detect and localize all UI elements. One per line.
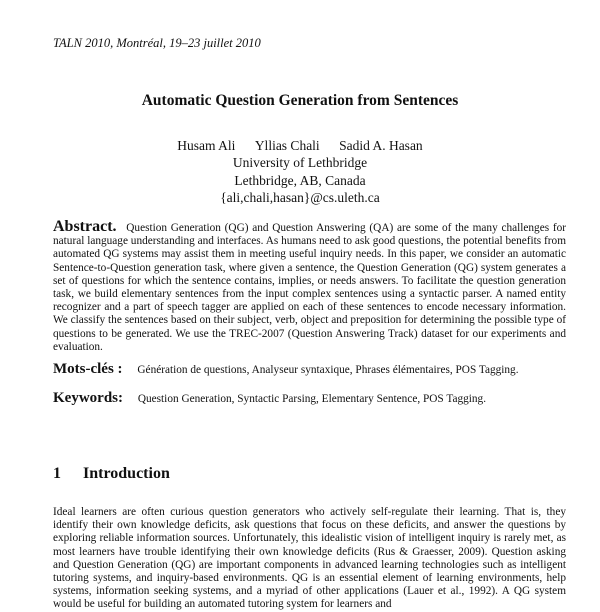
keywords-text: Question Generation, Syntactic Parsing, Elementary Sentence, POS Tagging. (137, 393, 487, 406)
mots-cles-text: Génération de questions, Analyseur syntaxique, Phrases élémentaires, POS Tagging. (137, 364, 519, 377)
running-header: TALN 2010, Montréal, 19–23 juillet 2010 (53, 36, 261, 50)
email: {ali,chali,hasan}@cs.uleth.ca (220, 189, 380, 205)
keywords (53, 389, 566, 408)
body-column (53, 220, 566, 612)
author-names (0, 137, 600, 154)
mots-cles-label: Mots-clés : (53, 361, 123, 378)
intro-paragraph: Ideal learners are often curious question generators who actively self-regulate their learning. That is, they identify their own knowledge deficits, ask questions that focus on these deficits, and answer the questions by exploring reliable information sources. Unfortunately, this idealistic vision of intelligent inquiry is rarely met, as most learners have trouble identifying their own knowledge deficits (Rus & Graesser, 2009). Question asking and Question Generation (QG) are important components in advanced learning technologies such as intelligent tutoring systems, and inquiry-based environments. QG is an essential element of learning environments, help systems, information seeking systems, and a myriad of other applications (Lauer et al., 1992). A QG system would be useful for building an automated tutoring system for learners and (53, 506, 566, 611)
abstract-label: Abstract. (53, 218, 117, 235)
author-name: Sadid A. Hasan (339, 138, 423, 153)
affiliation: University of Lethbridge (232, 155, 368, 171)
abstract-text: Question Generation (QG) and Question Answering (QA) are some of the many challenges for natural language understanding and interfaces. As humans need to ask good questions, the potential benefits from automated QG systems may assist them in meeting useful inquiry needs. In this paper, we consider an automatic Sentence-to-Question generation task, where given a sentence, the Question Generation (QG) system generates a set of questions for which the sentence contains, implies, or needs answers. To facilitate the question generation task, we build elementary sentences from the input complex sentences using a syntactic parser. A named entity recognizer and a part of speech tagger are applied on each of these sentences to encode necessary information. We classify the sentences based on their subject, verb, object and preposition for determining the possible type of questions to be generated. We use the TREC-2007 (Question Answering Track) dataset for our experiments and evaluation. (53, 222, 567, 353)
mots-cles (53, 360, 566, 379)
author-block (0, 137, 600, 206)
section-number: 1 (53, 465, 61, 483)
location: Lethbridge, AB, Canada (234, 172, 366, 188)
section-title: Introduction (83, 465, 170, 483)
section-heading (53, 464, 566, 484)
keywords-label: Keywords: (53, 390, 123, 407)
abstract (53, 220, 566, 354)
paper-title: Automatic Question Generation from Sentences (141, 92, 459, 109)
author-name: Yllias Chali (254, 138, 320, 153)
author-name: Husam Ali (177, 138, 236, 153)
